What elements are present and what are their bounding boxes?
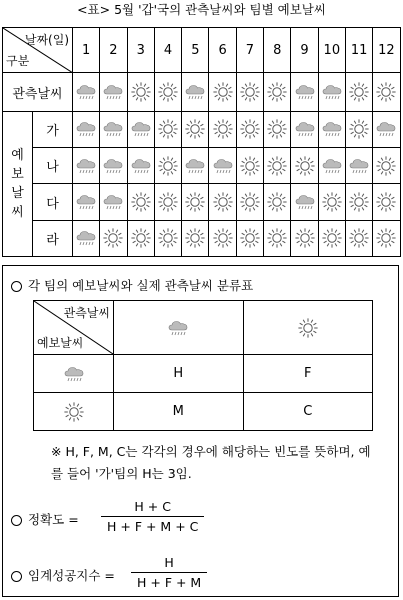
weather-cell — [209, 111, 236, 147]
weather-cell — [318, 148, 345, 184]
weather-cell — [154, 184, 181, 220]
accuracy-fraction — [101, 499, 204, 534]
bullet-circle-icon — [11, 515, 22, 526]
cls-observed-label: 관측날씨 — [63, 306, 110, 320]
forecast-label: 예 보 날 씨 — [3, 111, 33, 256]
header-corner — [3, 28, 73, 73]
sun-icon — [184, 227, 206, 249]
sun-icon — [266, 191, 288, 213]
csi-denominator: H + F + M — [131, 572, 207, 590]
sun-icon — [348, 191, 370, 213]
weather-cell — [100, 148, 127, 184]
cls-forecast-label: 예보날씨 — [37, 336, 84, 350]
sun-icon — [294, 155, 316, 177]
classification-table — [33, 300, 373, 431]
weather-cell — [291, 220, 318, 256]
weather-cell — [100, 184, 127, 220]
weather-cell — [318, 73, 345, 111]
bullet-circle-icon — [11, 281, 22, 292]
day-header: 5 — [182, 28, 209, 73]
weather-cell — [73, 220, 100, 256]
rain-cloud-icon — [130, 155, 152, 177]
weather-cell — [345, 73, 372, 111]
sun-icon — [239, 155, 261, 177]
observed-label: 관측날씨 — [3, 73, 73, 111]
weather-cell — [100, 73, 127, 111]
rain-cloud-icon — [63, 363, 85, 385]
weather-cell — [264, 148, 291, 184]
sun-icon — [239, 227, 261, 249]
sun-icon — [157, 227, 179, 249]
sun-icon — [321, 227, 343, 249]
weather-cell — [345, 111, 372, 147]
cell-C: C — [243, 393, 373, 431]
weather-cell — [100, 220, 127, 256]
sun-icon — [130, 81, 152, 103]
weather-cell — [318, 184, 345, 220]
weather-cell — [318, 220, 345, 256]
rain-cloud-icon — [348, 155, 370, 177]
cls-row-sun — [34, 393, 114, 431]
rain-cloud-icon — [102, 118, 124, 140]
sun-icon — [157, 81, 179, 103]
sun-icon — [348, 81, 370, 103]
team-name: 라 — [33, 220, 73, 256]
accuracy-numerator: H + C — [134, 499, 171, 514]
weather-cell — [182, 184, 209, 220]
rain-cloud-icon — [321, 81, 343, 103]
weather-cell — [154, 220, 181, 256]
rain-cloud-icon — [75, 227, 97, 249]
sun-icon — [63, 401, 85, 423]
weather-cell — [209, 184, 236, 220]
accuracy-denominator: H + F + M + C — [101, 516, 204, 534]
weather-cell — [73, 148, 100, 184]
weather-cell — [291, 184, 318, 220]
weather-table — [2, 27, 401, 257]
weather-cell — [182, 220, 209, 256]
weather-cell — [73, 184, 100, 220]
day-header: 6 — [209, 28, 236, 73]
weather-cell — [209, 220, 236, 256]
sun-icon — [212, 118, 234, 140]
rain-cloud-icon — [294, 118, 316, 140]
weather-cell — [236, 220, 263, 256]
weather-cell — [373, 184, 400, 220]
forecast-row — [3, 111, 401, 147]
sun-icon — [266, 81, 288, 103]
cls-corner — [34, 301, 114, 355]
observed-row — [3, 73, 401, 111]
weather-cell — [127, 111, 154, 147]
cell-M: M — [114, 393, 244, 431]
rain-cloud-icon — [75, 81, 97, 103]
classification-box — [2, 265, 399, 597]
classification-heading: 각 팀의 예보날씨와 실제 관측날씨 분류표 — [28, 278, 254, 293]
weather-cell — [182, 111, 209, 147]
team-name: 가 — [33, 111, 73, 147]
weather-cell — [182, 73, 209, 111]
team-name: 나 — [33, 148, 73, 184]
weather-cell — [236, 111, 263, 147]
rain-cloud-icon — [102, 155, 124, 177]
sun-icon — [294, 227, 316, 249]
weather-cell — [373, 148, 400, 184]
weather-cell — [345, 184, 372, 220]
weather-cell — [154, 148, 181, 184]
sun-icon — [348, 118, 370, 140]
sun-icon — [239, 191, 261, 213]
weather-cell — [264, 111, 291, 147]
sun-icon — [157, 191, 179, 213]
day-header: 2 — [100, 28, 127, 73]
weather-cell — [236, 184, 263, 220]
csi-fraction — [131, 555, 207, 590]
sun-icon — [239, 81, 261, 103]
csi-numerator: H — [164, 555, 174, 570]
sun-icon — [239, 118, 261, 140]
sun-icon — [130, 227, 152, 249]
weather-cell — [127, 220, 154, 256]
weather-cell — [154, 73, 181, 111]
weather-cell — [345, 220, 372, 256]
sun-icon — [184, 118, 206, 140]
day-header: 10 — [318, 28, 345, 73]
csi-label: 임계성공지수 = — [28, 568, 115, 583]
weather-cell — [264, 184, 291, 220]
rain-cloud-icon — [102, 191, 124, 213]
sun-icon — [375, 81, 397, 103]
team-name: 다 — [33, 184, 73, 220]
day-header: 11 — [345, 28, 372, 73]
bullet-circle-icon — [11, 571, 22, 582]
weather-cell — [291, 111, 318, 147]
weather-cell — [73, 73, 100, 111]
sun-icon — [212, 191, 234, 213]
rain-cloud-icon — [321, 118, 343, 140]
day-header: 4 — [154, 28, 181, 73]
cell-H: H — [114, 355, 244, 393]
rain-cloud-icon — [75, 191, 97, 213]
weather-cell — [373, 73, 400, 111]
rain-cloud-icon — [130, 118, 152, 140]
forecast-row — [3, 220, 401, 256]
sun-icon — [375, 227, 397, 249]
weather-cell — [264, 220, 291, 256]
weather-cell — [127, 73, 154, 111]
weather-cell — [127, 184, 154, 220]
rain-cloud-icon — [294, 81, 316, 103]
rain-cloud-icon — [75, 155, 97, 177]
sun-icon — [157, 155, 179, 177]
rain-cloud-icon — [321, 155, 343, 177]
day-header: 7 — [236, 28, 263, 73]
rain-cloud-icon — [167, 317, 189, 339]
weather-cell — [345, 148, 372, 184]
cell-F: F — [243, 355, 373, 393]
weather-cell — [373, 220, 400, 256]
day-header: 3 — [127, 28, 154, 73]
sun-icon — [212, 227, 234, 249]
day-header: 12 — [373, 28, 400, 73]
sun-icon — [321, 191, 343, 213]
rain-cloud-icon — [184, 155, 206, 177]
forecast-row — [3, 184, 401, 220]
weather-cell — [373, 111, 400, 147]
day-header: 8 — [264, 28, 291, 73]
cls-col-rain — [114, 301, 244, 355]
weather-cell — [291, 73, 318, 111]
weather-cell — [209, 73, 236, 111]
rain-cloud-icon — [294, 191, 316, 213]
weather-cell — [182, 148, 209, 184]
table-title: <표> 5월 '갑'국의 관측날씨와 팀별 예보날씨 — [77, 2, 326, 17]
rain-cloud-icon — [75, 118, 97, 140]
weather-cell — [318, 111, 345, 147]
forecast-row — [3, 148, 401, 184]
weather-cell — [236, 73, 263, 111]
weather-cell — [127, 148, 154, 184]
accuracy-label: 정확도 = — [28, 512, 79, 527]
cls-col-sun — [243, 301, 373, 355]
weather-cell — [264, 73, 291, 111]
sun-icon — [266, 118, 288, 140]
rain-cloud-icon — [375, 118, 397, 140]
footnote: ※ H, F, M, C는 각각의 경우에 해당하는 빈도를 뜻하며, 예를 들어 '가'팀의 H는 3임. — [51, 444, 371, 481]
day-header: 1 — [73, 28, 100, 73]
rain-cloud-icon — [184, 81, 206, 103]
sun-icon — [266, 227, 288, 249]
header-date-label: 날짜(일) — [24, 33, 69, 47]
sun-icon — [348, 227, 370, 249]
rain-cloud-icon — [212, 155, 234, 177]
sun-icon — [102, 227, 124, 249]
header-category-label: 구분 — [6, 54, 30, 69]
weather-cell — [236, 148, 263, 184]
sun-icon — [375, 155, 397, 177]
sun-icon — [297, 317, 319, 339]
sun-icon — [375, 191, 397, 213]
weather-cell — [73, 111, 100, 147]
sun-icon — [266, 155, 288, 177]
sun-icon — [130, 191, 152, 213]
sun-icon — [157, 118, 179, 140]
day-header: 9 — [291, 28, 318, 73]
sun-icon — [184, 191, 206, 213]
weather-cell — [154, 111, 181, 147]
weather-cell — [209, 148, 236, 184]
weather-cell — [100, 111, 127, 147]
sun-icon — [212, 81, 234, 103]
weather-cell — [291, 148, 318, 184]
rain-cloud-icon — [102, 81, 124, 103]
cls-row-rain — [34, 355, 114, 393]
